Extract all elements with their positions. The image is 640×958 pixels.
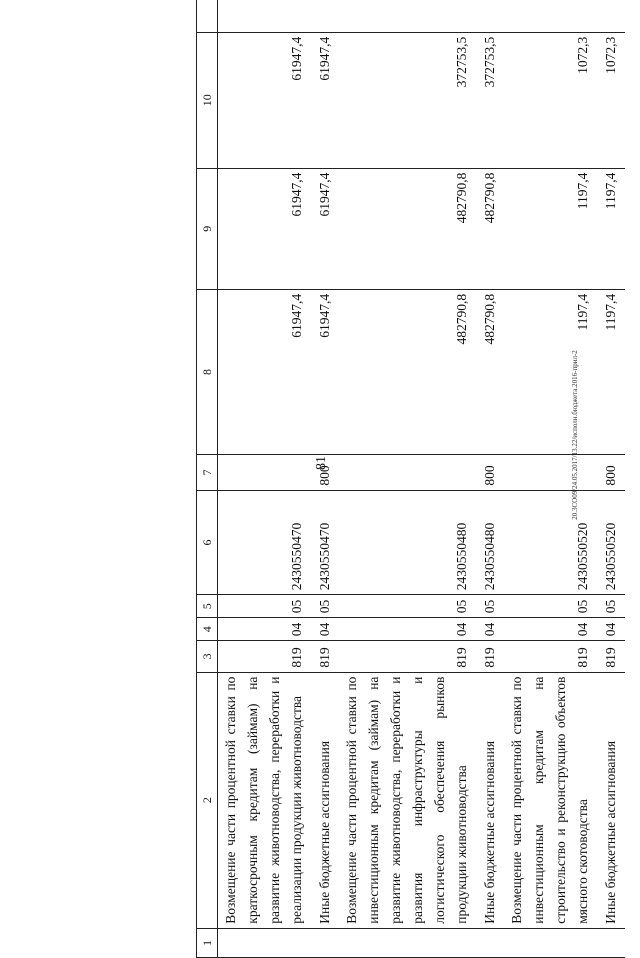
cell-col-10: 372753,5 <box>339 32 476 168</box>
budget-table <box>196 0 625 958</box>
cell-col-8: 482790,8 <box>476 289 504 454</box>
row-number-cell <box>476 928 504 957</box>
row-name: Иные бюджетные ассигнования <box>311 672 339 928</box>
cell-section: 04 <box>339 618 476 641</box>
cell-col-8: 61947,4 <box>311 289 339 454</box>
header-col-5: 5 <box>197 595 218 618</box>
table-row <box>218 0 312 958</box>
cell-expense-type: 800 <box>597 455 625 491</box>
table-row <box>476 0 504 958</box>
header-row <box>197 0 218 958</box>
cell-col-10: 61947,4 <box>218 32 312 168</box>
cell-target-article: 2430550520 <box>597 490 625 595</box>
header-col-6: 6 <box>197 490 218 595</box>
cell-subsection: 05 <box>597 595 625 618</box>
cell-col-10: 1072,3 <box>504 32 597 168</box>
cell-ministry-code: 819 <box>597 641 625 672</box>
table-row <box>597 0 625 958</box>
table-row <box>504 0 597 958</box>
header-col-11 <box>197 0 218 32</box>
cell-ministry-code: 819 <box>218 641 312 672</box>
cell-target-article: 2430550470 <box>218 490 312 595</box>
table-header <box>197 0 218 958</box>
cell-col-10: 1072,3 <box>597 32 625 168</box>
cell-col-9: 1197,4 <box>597 168 625 289</box>
cell-ministry-code: 819 <box>339 641 476 672</box>
row-number-cell <box>218 928 312 957</box>
cell-subsection: 05 <box>504 595 597 618</box>
cell-expense-type <box>218 455 312 491</box>
cell-col-9: 482790,8 <box>339 168 476 289</box>
cell-col-11 <box>504 0 597 32</box>
cell-subsection: 05 <box>476 595 504 618</box>
header-col-3: 3 <box>197 641 218 672</box>
cell-expense-type: 800 <box>476 455 504 491</box>
header-col-4: 4 <box>197 618 218 641</box>
cell-col-9: 61947,4 <box>218 168 312 289</box>
cell-col-11 <box>311 0 339 32</box>
header-col-2: 2 <box>197 672 218 928</box>
cell-expense-type: 800 <box>311 455 339 491</box>
header-col-7: 7 <box>197 455 218 491</box>
row-number-cell <box>339 928 476 957</box>
cell-target-article: 2430550480 <box>476 490 504 595</box>
cell-col-10: 61947,4 <box>311 32 339 168</box>
row-name: Иные бюджетные ассигнования <box>476 672 504 928</box>
cell-col-11 <box>476 0 504 32</box>
cell-col-10: 372753,5 <box>476 32 504 168</box>
table-body <box>218 0 626 958</box>
cell-subsection: 05 <box>311 595 339 618</box>
cell-expense-type <box>339 455 476 491</box>
cell-subsection: 05 <box>218 595 312 618</box>
cell-expense-type <box>504 455 597 491</box>
cell-target-article: 2430550520 <box>504 490 597 595</box>
cell-col-9: 482790,8 <box>476 168 504 289</box>
table-row <box>311 0 339 958</box>
page-number: 81 <box>314 456 329 470</box>
cell-section: 04 <box>218 618 312 641</box>
row-number-cell <box>597 928 625 957</box>
row-name: Возмещение части процентной ставки по инвестиционным кредитам (займам) на развитие животноводства, переработки и развития инфраструктуры и логистического обеспечения рынков продукции животноводства <box>339 672 476 928</box>
cell-target-article: 2430550470 <box>311 490 339 595</box>
cell-col-9: 61947,4 <box>311 168 339 289</box>
cell-col-8: 1197,4 <box>597 289 625 454</box>
document-footer-note: 20.3СО09/24.05.2017/13.22/исполн.бюджета.2016-прил-2 <box>571 350 579 520</box>
cell-subsection: 05 <box>339 595 476 618</box>
row-number-cell <box>504 928 597 957</box>
row-name: Возмещение части процентной ставки по краткосрочным кредитам (займам) на развитие животноводства, переработки и реализации продукции животноводства <box>218 672 312 928</box>
cell-section: 04 <box>597 618 625 641</box>
cell-section: 04 <box>504 618 597 641</box>
cell-col-8: 1197,4 <box>504 289 597 454</box>
cell-ministry-code: 819 <box>476 641 504 672</box>
cell-ministry-code: 819 <box>311 641 339 672</box>
row-name: Возмещение части процентной ставки по инвестиционным кредитам на строительство и реконструкцию объектов мясного скотоводства <box>504 672 597 928</box>
cell-target-article: 2430550480 <box>339 490 476 595</box>
cell-col-8: 61947,4 <box>218 289 312 454</box>
header-col-10: 10 <box>197 32 218 168</box>
header-col-8: 8 <box>197 289 218 454</box>
header-col-1: 1 <box>197 928 218 957</box>
cell-section: 04 <box>311 618 339 641</box>
cell-col-11 <box>597 0 625 32</box>
cell-col-11 <box>339 0 476 32</box>
cell-col-11 <box>218 0 312 32</box>
row-number-cell <box>311 928 339 957</box>
header-col-9: 9 <box>197 168 218 289</box>
cell-section: 04 <box>476 618 504 641</box>
cell-col-9: 1197,4 <box>504 168 597 289</box>
cell-col-8: 482790,8 <box>339 289 476 454</box>
cell-ministry-code: 819 <box>504 641 597 672</box>
table-row <box>339 0 476 958</box>
row-name: Иные бюджетные ассигнования <box>597 672 625 928</box>
